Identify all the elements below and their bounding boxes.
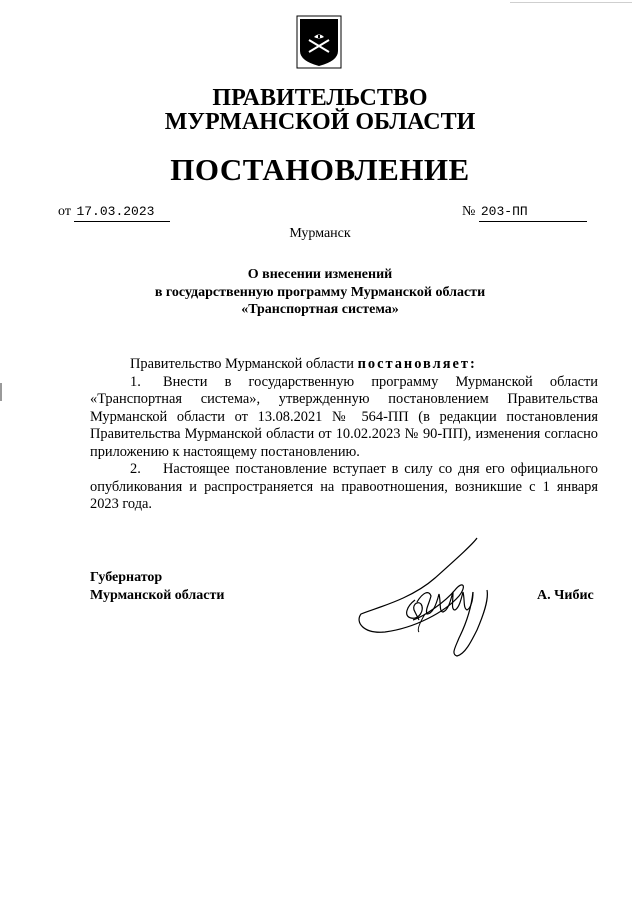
position-line2: Мурманской области <box>90 587 225 603</box>
date-field <box>58 203 170 222</box>
item-1-paragraph <box>90 374 598 462</box>
item-2-number: 2. <box>130 461 141 477</box>
date-value: 17.03.2023 <box>74 203 170 222</box>
subject-line3: «Транспортная система» <box>241 302 399 317</box>
item-1-text: Внести в государственную программу Мурманской области «Транспортная система», утвержденную постановлением Правительства Мурманской области от 13.08.2021 № 564-ПП (в редакции постановления Правительства Мурманской области от 10.02.2023 № 90-ПП), изменения согласно приложению к настоящему постановлению. <box>90 373 598 460</box>
document-type-title: ПОСТАНОВЛЕНИЕ <box>170 152 470 187</box>
number-prefix: № <box>462 204 476 219</box>
subject-line1: О внесении изменений <box>247 267 393 282</box>
item-2-text: Настоящее постановление вступает в силу со дня его официального опубликования и распространяется на правоотношения, возникшие с 1 января 2023 года. <box>90 461 598 512</box>
number-field <box>462 203 587 222</box>
signatory-name: А. Чибис <box>537 588 594 603</box>
signatory-position <box>90 569 224 604</box>
position-line1: Губернатор <box>90 570 163 585</box>
document-body <box>90 356 598 514</box>
item-1-number: 1. <box>130 373 141 390</box>
number-value: 203-ПП <box>479 203 587 222</box>
intro-spaced-word: постановляет: <box>357 356 477 372</box>
item-2-paragraph <box>90 461 598 514</box>
government-title-line1: ПРАВИТЕЛЬСТВО <box>212 85 428 111</box>
handwritten-signature-icon <box>355 530 525 660</box>
government-title-line2: МУРМАНСКОЙ ОБЛАСТИ <box>164 109 476 135</box>
scan-edge-tick <box>0 383 2 401</box>
intro-text: Правительство Мурманской области <box>130 356 358 372</box>
subject-heading <box>0 266 640 319</box>
city-label: Мурманск <box>289 226 351 241</box>
coat-of-arms-icon <box>296 15 342 69</box>
scan-edge-mark <box>510 2 632 5</box>
intro-paragraph <box>90 356 598 374</box>
subject-line2: в государственную программу Мурманской области <box>154 284 486 300</box>
date-prefix: от <box>58 204 71 219</box>
